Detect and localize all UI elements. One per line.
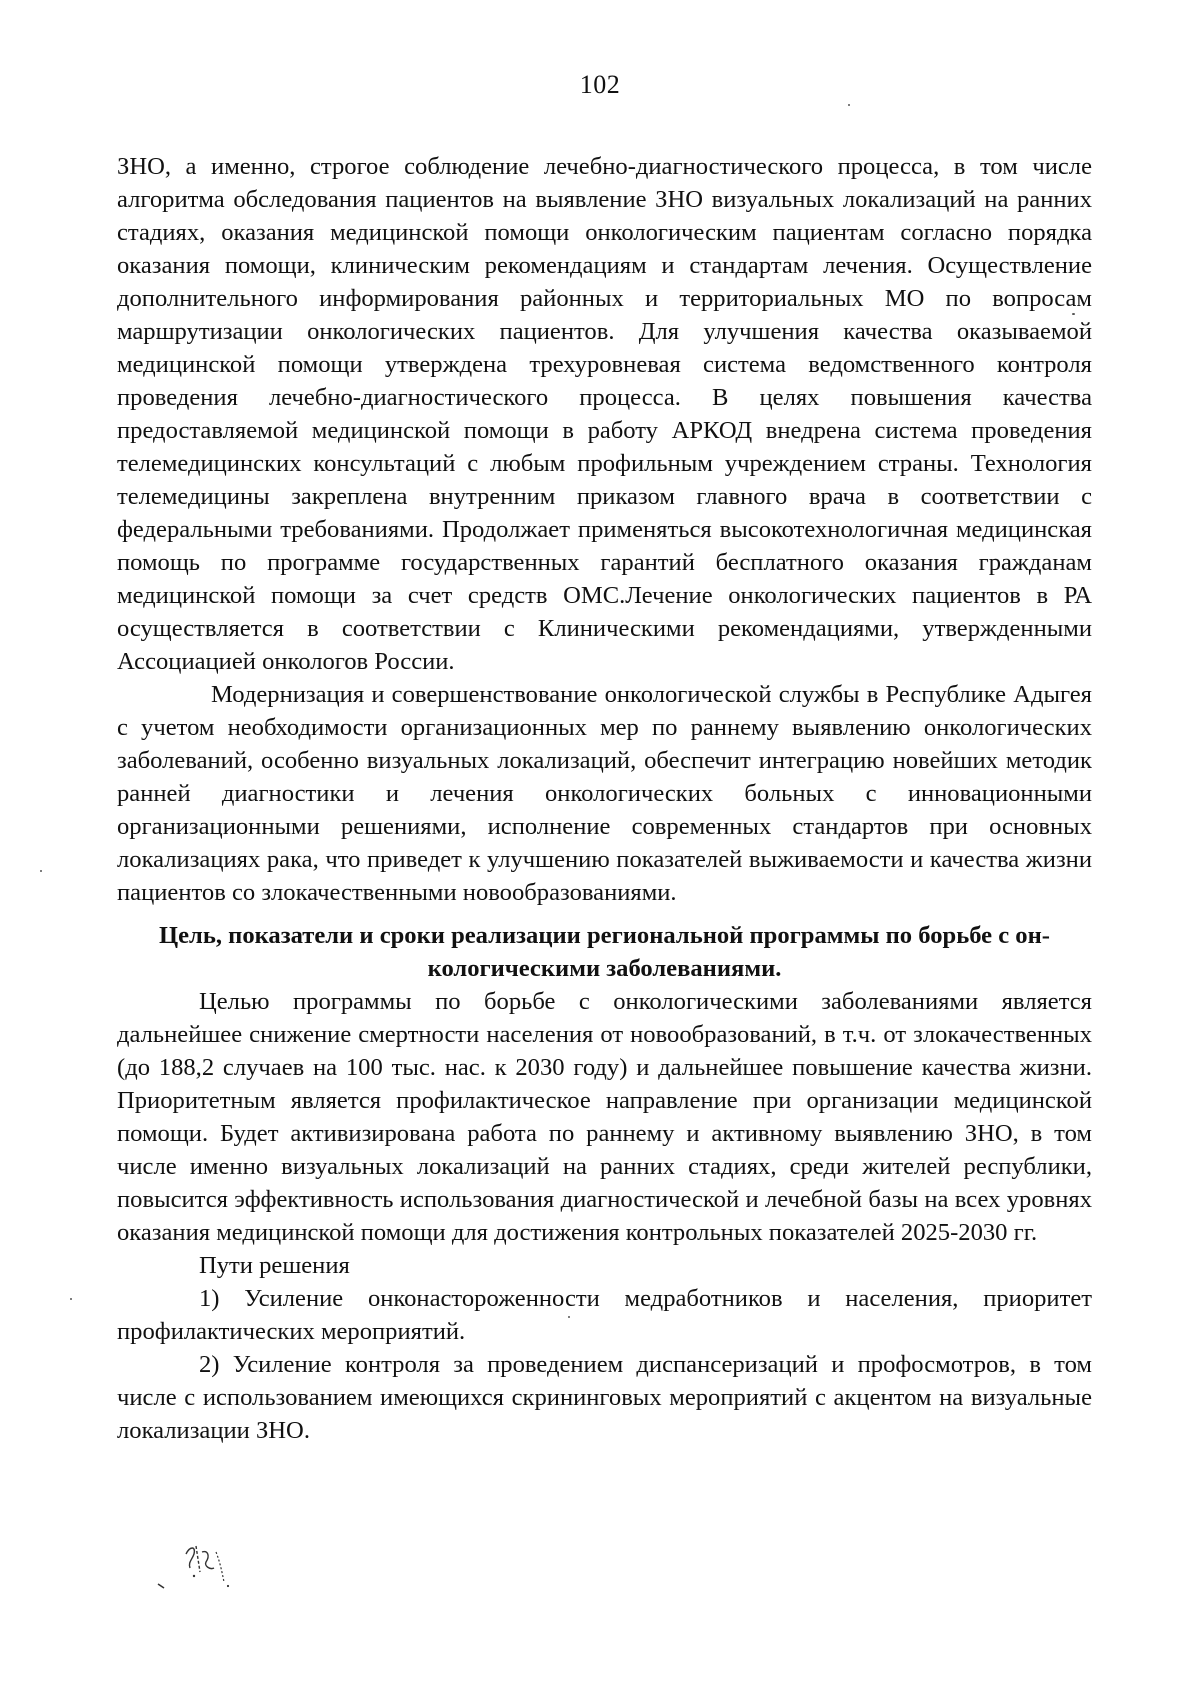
solutions-label: Пути решения — [199, 1252, 350, 1279]
paragraph-program-goal: Целью программы по борьбе с онкологическими заболеваниями является дальнейшее снижение смертности населения от новообразований, в т.ч. от злокачественных (до 188,2 случаев на 100 тыс. нас. к 2030 году) и дальнейшее повышение качества жизни. Приоритетным является профилактическое направление при организации медицинской помощи. Будет активизирована работа по раннему и активному выявлению ЗНО, в том числе именно визуальных локализаций на ранних стадиях, среди жителей республики, повысится эффективность использования диагностической и лечебной базы на всех уровнях оказания медицинской помощи для достижения контрольных показателей 2025-2030 гг. — [117, 988, 1092, 1246]
section-heading — [117, 919, 1092, 985]
solution-item-2: 2) Усиление контроля за проведением диспансеризаций и профосмотров, в том числе с использованием имеющихся скрининговых мероприятий с акцентом на визуальные локализации ЗНО. — [117, 1351, 1092, 1444]
scan-speck — [1072, 313, 1075, 315]
paragraph-zno-process: ЗНО, а именно, строгое соблюдение лечебно-диагностического процесса, в том числе алгоритма обследования пациентов на выявление ЗНО визуальных локализаций на ранних стадиях, оказания медицинской помощи онкологическим пациентам согласно порядка оказания помощи, клиническим рекомендациям и стандартам лечения. Осуществление дополнительного информирования районных и территориальных МО по вопросам маршрутизации онкологических пациентов. Для улучшения качества оказываемой медицинской помощи утверждена трехуровневая система ведомственного контроля проведения лечебно-диагностического процесса. В целях повышения качества предоставляемой медицинской помощи в работу АРКОД внедрена система проведения телемедицинских консультаций с любым профильным учреждением страны. Технология телемедицины закреплена внутренним приказом главного врача в соответствии с федеральными требованиями. Продолжает применяться высокотехнологичная медицинская помощь по программе государственных гарантий бесплатного оказания гражданам медицинской помощи за счет средств ОМС.Лечение онкологических пациентов в РА осуществляется в соответствии с Клиническими рекомендациями, утвержденными Ассоциацией онкологов России. — [117, 153, 1092, 675]
scan-speck — [40, 870, 42, 872]
page-number: 102 — [579, 70, 621, 99]
scan-speck — [568, 1316, 570, 1318]
scan-speck — [70, 1298, 72, 1300]
solution-item-1: 1) Усиление онконастороженности медработников и населения, приоритет профилактических мероприятий. — [117, 1285, 1092, 1345]
section-heading-line-2: кологическими заболеваниями. — [427, 955, 782, 982]
scan-speck — [848, 104, 850, 106]
handwritten-signature — [150, 1532, 250, 1592]
section-heading-line-1: Цель, показатели и сроки реализации региональной программы по борьбе с он- — [159, 922, 1050, 949]
document-body — [117, 150, 1092, 1447]
paragraph-modernization: Модернизация и совершенствование онкологической службы в Республике Адыгея с учетом необходимости организационных мер по раннему выявлению онкологических заболеваний, особенно визуальных локализаций, обеспечит интеграцию новейших методик ранней диагностики и лечения онкологических больных с инновационными организационными решениями, исполнение современных стандартов при основных локализациях рака, что приведет к улучшению показателей выживаемости и качества жизни пациентов со злокачественными новообразованиями. — [117, 681, 1092, 906]
